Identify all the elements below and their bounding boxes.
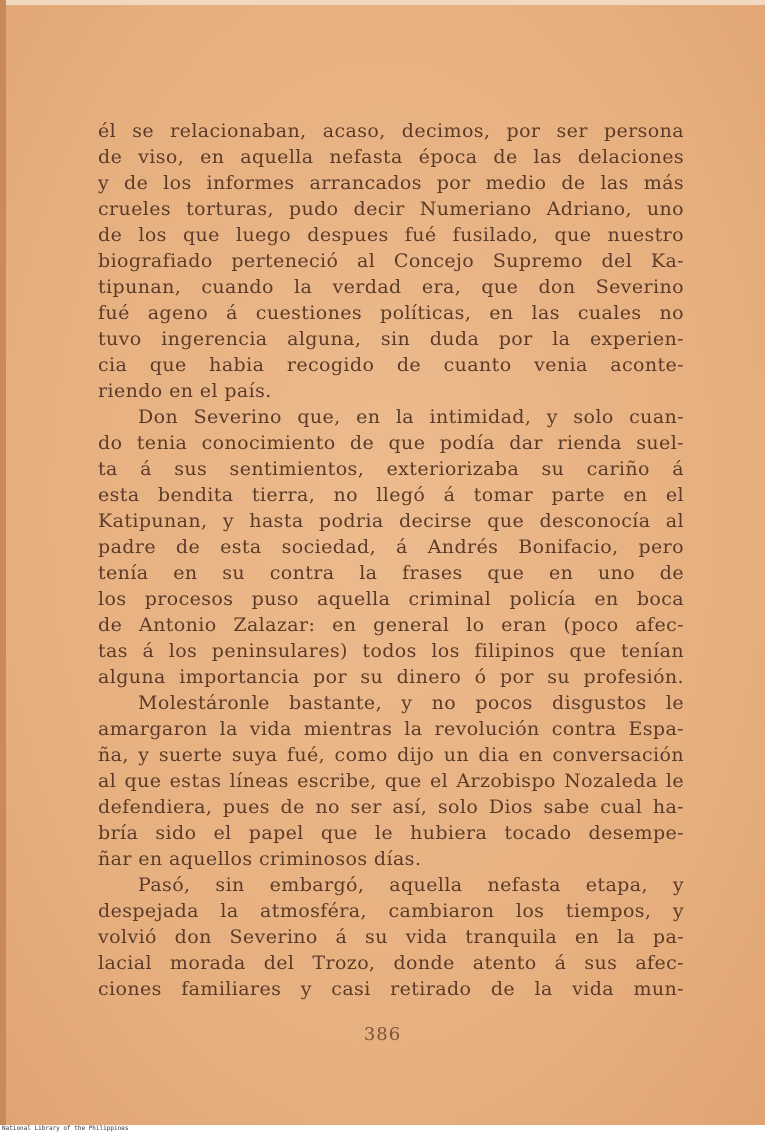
text-line: ciones familiares y casi retirado de la vida mun-	[98, 978, 684, 1000]
text-line: volvió don Severino á su vida tranquila en la pa-	[98, 926, 684, 948]
library-credit: National Library of the Philippines	[2, 1125, 129, 1132]
text-line: lacial morada del Trozo, donde atento á sus afec-	[98, 952, 684, 974]
text-line: Don Severino que, en la intimidad, y solo cuan-	[138, 406, 684, 428]
text-line: defendiera, pues de no ser así, solo Dios sabe cual ha-	[98, 796, 684, 818]
text-line: padre de esta sociedad, á Andrés Bonifacio, pero	[98, 536, 684, 558]
text-line: tuvo ingerencia alguna, sin duda por la experien-	[98, 328, 684, 350]
text-line: bría sido el papel que le hubiera tocado desempe-	[98, 822, 684, 844]
text-line: fué ageno á cuestiones políticas, en las cuales no	[98, 302, 684, 324]
text-line: despejada la atmosféra, cambiaron los tiempos, y	[98, 900, 684, 922]
text-line: de Antonio Zalazar: en general lo eran (poco afec-	[98, 614, 684, 636]
text-line: crueles torturas, pudo decir Numeriano Adriano, uno	[98, 198, 684, 220]
paragraph-2	[98, 404, 684, 690]
text-line: ña, y suerte suya fué, como dijo un dia en conversación	[98, 744, 684, 766]
text-line: do tenia conocimiento de que podía dar rienda suel-	[98, 432, 684, 454]
text-line: tas á los peninsulares) todos los filipinos que tenían	[98, 640, 684, 662]
text-line: ta á sus sentimientos, exteriorizaba su cariño á	[98, 458, 684, 480]
text-line: de los que luego despues fué fusilado, que nuestro	[98, 224, 684, 246]
text-line: alguna importancia por su dinero ó por su profesión.	[98, 666, 684, 688]
text-line: él se relacionaban, acaso, decimos, por ser persona	[98, 120, 684, 142]
page-left-edge	[0, 0, 6, 1125]
text-line: esta bendita tierra, no llegó á tomar parte en el	[98, 484, 684, 506]
text-line: y de los informes arrancados por medio de las más	[98, 172, 684, 194]
paragraph-3	[98, 690, 684, 872]
text-line: Molestáronle bastante, y no pocos disgustos le	[138, 692, 684, 714]
page-number: 386	[363, 1024, 402, 1045]
text-line: de viso, en aquella nefasta época de las delaciones	[98, 146, 684, 168]
body-text	[98, 118, 684, 1002]
text-line: tenía en su contra la frases que en uno de	[98, 562, 684, 584]
paragraph-4	[98, 872, 684, 1002]
page-top-edge	[0, 0, 765, 5]
text-line: al que estas líneas escribe, que el Arzobispo Nozaleda le	[98, 770, 684, 792]
text-line: riendo en el país.	[98, 380, 272, 402]
text-line: Katipunan, y hasta podria decirse que desconocía al	[98, 510, 684, 532]
text-line: los procesos puso aquella criminal policía en boca	[98, 588, 684, 610]
text-line: cia que habia recogido de cuanto venia aconte-	[98, 354, 684, 376]
paragraph-1	[98, 118, 684, 404]
text-line: ñar en aquellos criminosos días.	[98, 848, 422, 870]
text-line: biografiado perteneció al Concejo Supremo del Ka-	[98, 250, 684, 272]
text-line: amargaron la vida mientras la revolución contra Espa-	[98, 718, 684, 740]
text-line: Pasó, sin embargó, aquella nefasta etapa, y	[138, 874, 684, 896]
text-line: tipunan, cuando la verdad era, que don Severino	[98, 276, 684, 298]
